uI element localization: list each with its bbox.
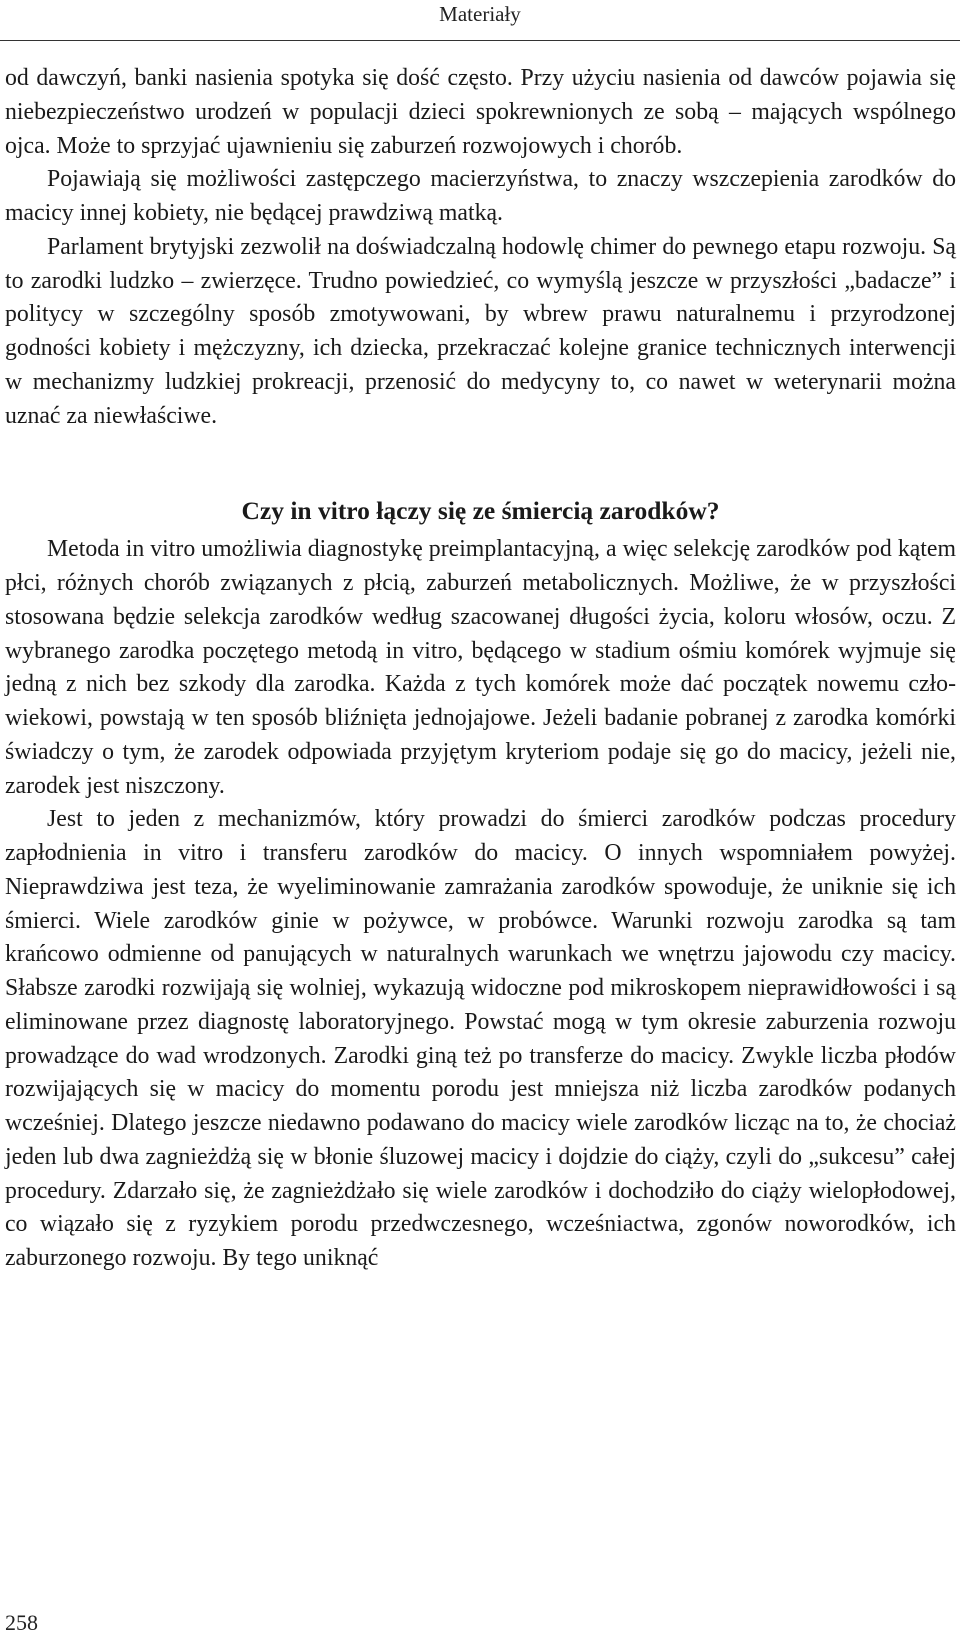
- header-title: Materiały: [439, 2, 521, 26]
- paragraph-1: od dawczyń, banki nasienia spotyka się dość często. Przy użyciu nasienia od dawców pojawia się niebezpieczeństwo urodzeń w populacji dzieci spokrewnionych ze sobą – mających wspólnego ojca. Może to sprzyjać ujawnieniu się zaburzeń rozwojowych i chorób.: [5, 65, 956, 159]
- page-number: 258: [5, 1610, 38, 1635]
- paragraph-5: Jest to jeden z mechanizmów, który prowadzi do śmierci zarodków podczas procedury zapłodnienia in vitro i transferu zarodków do macicy. O innych wspomniałem powyżej. Nieprawdziwa jest teza, że wyeliminowanie zamrażania zarodków spowoduje, że uniknie się ich śmierci. Wiele zarodków ginie w pożywce, w probówce. Warunki rozwoju zarodka są tam krańcowo odmienne od panujących w naturalnych warunkach we wnętrzu jajowodu czy macicy. Słabsze zarodki rozwijają się wolniej, wykazują widoczne pod mikroskopem nieprawidłowości i są eliminowane przez diagnostę laboratoryjnego. Powstać mogą w tym okresie zaburzenia rozwoju prowadzące do wad wrodzonych. Zarodki giną też po transferze do macicy. Zwykle liczba płodów rozwijających się w macicy do momentu porodu jest mniejsza niż liczba zarodków podanych wcześniej. Dlatego jeszcze niedawno podawano do macicy wiele zarodków licząc na to, że chociaż jeden lub dwa zagnieżdżą się w błonie śluzowej macicy i dojdzie do ciąży, czyli do „sukcesu” całej procedury. Zdarzało się, że zagnieżdżało się wiele zarodków i dochodziło do ciąży wielopłodowej, co wiązało się z ryzykiem porodu przedwczesnego, wcześniactwa, zgonów noworodków, ich zaburzonego rozwoju. By tego uniknąć: [5, 806, 956, 1271]
- running-header: [0, 0, 960, 41]
- paragraph-2: Pojawiają się możliwości zastępczego macierzyństwa, to znaczy wszczepienia zarodków do macicy innej kobiety, nie będącej prawdziwą matką.: [5, 166, 956, 226]
- section-heading: Czy in vitro łączy się ze śmiercią zarodków?: [241, 496, 720, 526]
- page-body: [5, 62, 956, 1276]
- paragraph-4: Metoda in vitro umożliwia diagnostykę preimplantacyjną, a więc selekcję zarodków pod kątem płci, różnych chorób związanych z płcią, zaburzeń metabolicznych. Możliwe, że w przyszłości stosowana będzie selekcja zarodków według szacowanej długości życia, koloru włosów, oczu. Z wybranego zarodka poczętego metodą in vitro, będącego w stadium ośmiu komórek wyjmuje się jedną z nich bez szkody dla zarodka. Każda z tych komórek może dać początek nowemu człowiekowi, powstają w ten sposób bliźnięta jednojajowe. Jeżeli badanie pobranej z zarodka komórki świadczy o tym, że zarodek odpowiada przyjętym kryteriom podaje się go do macicy, jeżeli nie, zarodek jest niszczony.: [5, 536, 956, 799]
- paragraph-3: Parlament brytyjski zezwolił na doświadczalną hodowlę chimer do pewnego etapu rozwoju. Są to zarodki ludzko – zwierzęce. Trudno powiedzieć, co wymyślą jeszcze w przyszłości „badacze” i politycy w szczególny sposób zmotywowani, by wbrew prawu naturalnemu i przyrodzonej godności kobiety i mężczyzny, ich dziecka, przekraczać kolejne granice technicznych interwencji w mechanizmy ludzkiej prokreacji, przenosić do medycyny to, co nawet w weterynarii można uznać za niewłaściwe.: [5, 233, 956, 429]
